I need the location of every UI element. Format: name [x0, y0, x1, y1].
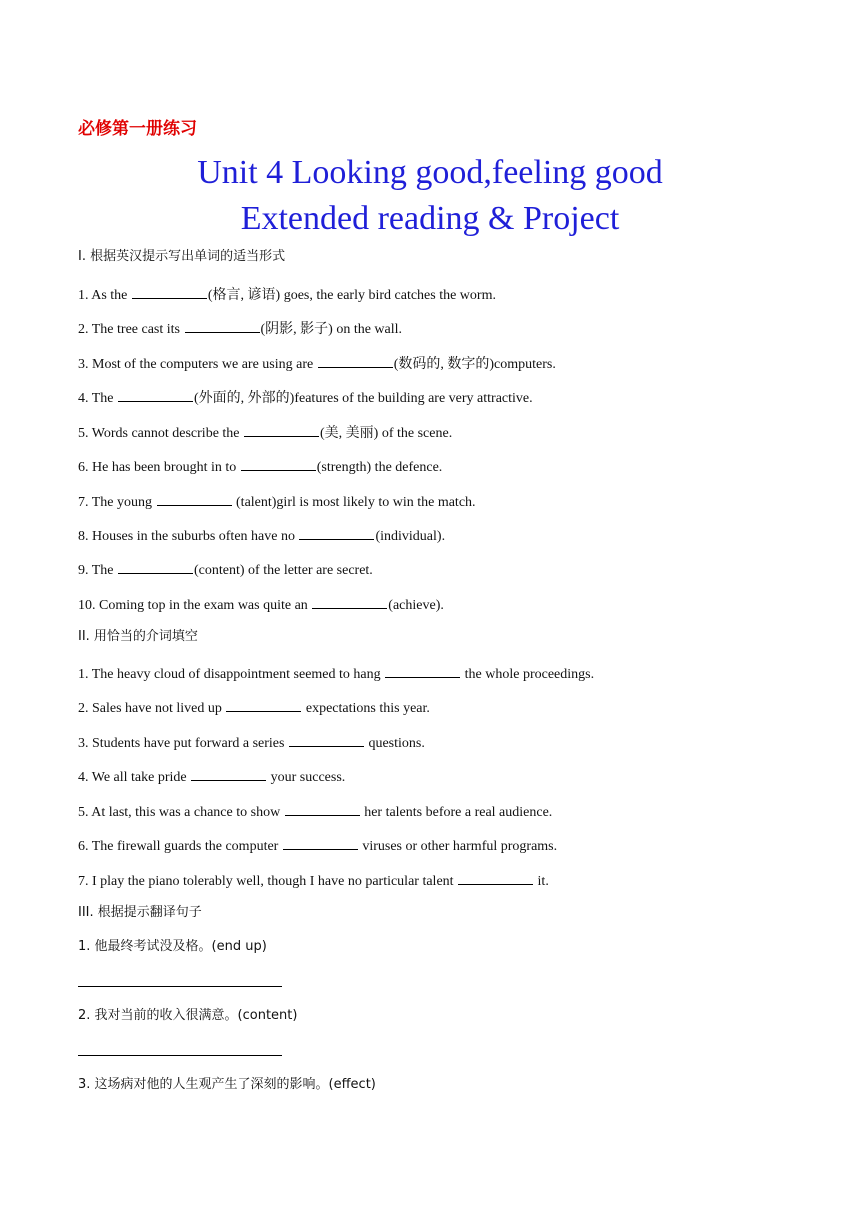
section-2-item-6: 6. The firewall guards the computer viruses or other harmful programs.: [78, 835, 557, 856]
section-3-item-1: 1. 他最终考试没及格。(end up): [78, 939, 267, 954]
section-2-item-4: 4. We all take pride your success.: [78, 766, 345, 787]
section-1-item-7: 7. The young (talent)girl is most likely to win the match.: [78, 491, 476, 512]
section-1-item-4: 4. The (外面的, 外部的)features of the building are very attractive.: [78, 387, 533, 408]
answer-blank[interactable]: [226, 697, 301, 712]
section-1-item-9: 9. The (content) of the letter are secret.: [78, 559, 373, 580]
textbook-tag: 必修第一册练习: [78, 119, 197, 139]
section-3-item-2: 2. 我对当前的收入很满意。(content): [78, 1008, 298, 1023]
answer-blank[interactable]: [244, 422, 319, 437]
answer-blank[interactable]: [385, 663, 460, 678]
section-2-item-7: 7. I play the piano tolerably well, though I have no particular talent it.: [78, 870, 549, 891]
section-1-item-3: 3. Most of the computers we are using are (数码的, 数字的)computers.: [78, 353, 556, 374]
section-1-item-5: 5. Words cannot describe the (美, 美丽) of the scene.: [78, 422, 452, 443]
answer-blank[interactable]: [118, 387, 193, 402]
section-1-item-8: 8. Houses in the suburbs often have no (individual).: [78, 525, 445, 546]
answer-blank[interactable]: [458, 870, 533, 885]
answer-blank[interactable]: [289, 732, 364, 747]
translation-answer-line[interactable]: [78, 986, 282, 987]
answer-blank[interactable]: [283, 835, 358, 850]
section-1-item-1: 1. As the (格言, 谚语) goes, the early bird catches the worm.: [78, 284, 496, 305]
answer-blank[interactable]: [185, 318, 260, 333]
section-1-heading: I. 根据英汉提示写出单词的适当形式: [78, 249, 286, 264]
section-2-item-5: 5. At last, this was a chance to show her talents before a real audience.: [78, 801, 552, 822]
section-3-heading: III. 根据提示翻译句子: [78, 905, 202, 920]
section-2-item-3: 3. Students have put forward a series questions.: [78, 732, 425, 753]
answer-blank[interactable]: [118, 559, 193, 574]
section-1-item-10: 10. Coming top in the exam was quite an (achieve).: [78, 594, 444, 615]
section-2-item-2: 2. Sales have not lived up expectations this year.: [78, 697, 430, 718]
section-2-item-1: 1. The heavy cloud of disappointment seemed to hang the whole proceedings.: [78, 663, 594, 684]
answer-blank[interactable]: [191, 766, 266, 781]
section-3-item-3: 3. 这场病对他的人生观产生了深刻的影响。(effect): [78, 1077, 376, 1092]
unit-subtitle: Extended reading & Project: [240, 200, 620, 237]
answer-blank[interactable]: [318, 353, 393, 368]
section-2-heading: II. 用恰当的介词填空: [78, 629, 198, 644]
answer-blank[interactable]: [132, 284, 207, 299]
answer-blank[interactable]: [157, 491, 232, 506]
section-1-item-6: 6. He has been brought in to (strength) the defence.: [78, 456, 442, 477]
answer-blank[interactable]: [299, 525, 374, 540]
unit-title: Unit 4 Looking good,feeling good: [197, 154, 663, 191]
answer-blank[interactable]: [285, 801, 360, 816]
answer-blank[interactable]: [312, 594, 387, 609]
answer-blank[interactable]: [241, 456, 316, 471]
section-1-item-2: 2. The tree cast its (阴影, 影子) on the wall.: [78, 318, 402, 339]
translation-answer-line[interactable]: [78, 1055, 282, 1056]
